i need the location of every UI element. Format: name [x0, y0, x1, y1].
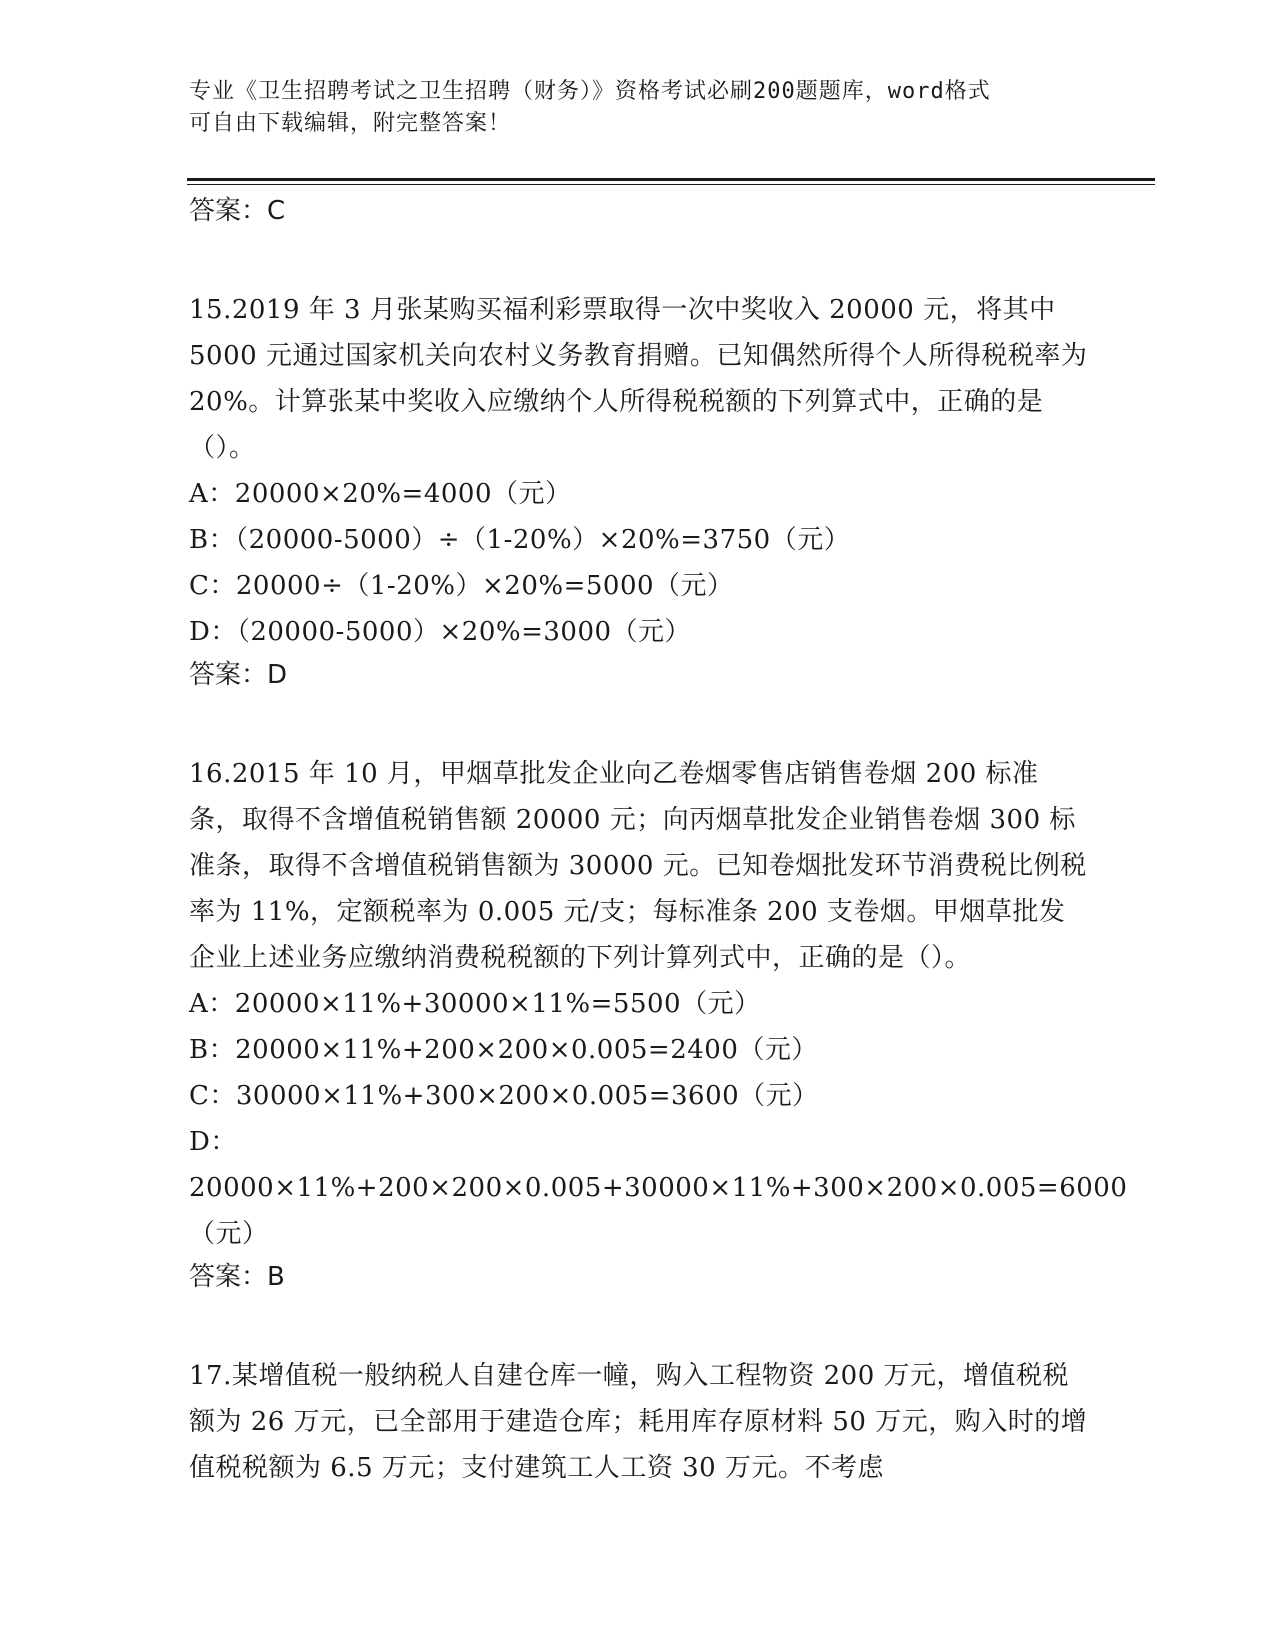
question-17 [189, 1353, 1089, 1491]
question-16-answer: 答案：B [189, 1262, 285, 1292]
question-15-stem: 15.2019 年 3 月张某购买福利彩票取得一次中奖收入 20000 元，将其中 5000 元通过国家机关向农村义务教育捐赠。已知偶然所得个人所得税税率为 20%。计算张某中奖收入应缴纳个人所得税税额的下列算式中，正确的是（）。 [189, 295, 1088, 463]
header-divider-thin [187, 184, 1155, 185]
question-16-option-a: A：20000×11%+30000×11%=5500（元） [189, 989, 761, 1019]
answer-prev: 答案：C [189, 196, 286, 226]
question-15-option-d: D：（20000-5000）×20%=3000（元） [189, 617, 692, 647]
question-16-option-b: B：20000×11%+200×200×0.005=2400（元） [189, 1035, 818, 1065]
question-16-stem: 16.2015 年 10 月，甲烟草批发企业向乙卷烟零售店销售卷烟 200 标准条，取得不含增值税销售额 20000 元；向丙烟草批发企业销售卷烟 300 标准条，取得不含增值税销售额为 30000 元。已知卷烟批发环节消费税比例税率为 11%，定额税率为 0.005 元/支；每标准条 200 支卷烟。甲烟草批发企业上述业务应缴纳消费税税额的下列计算列式中，正确的是（）。 [189, 759, 1087, 973]
document-header [189, 76, 1089, 140]
question-17-stem: 17.某增值税一般纳税人自建仓库一幢，购入工程物资 200 万元，增值税税额为 26 万元，已全部用于建造仓库；耗用库存原材料 50 万元，购入时的增值税税额为 6.5 万元；支付建筑工人工资 30 万元。不考虑 [189, 1361, 1088, 1483]
document-body [189, 191, 1128, 1491]
question-15 [189, 287, 1089, 695]
spacer [189, 1297, 1089, 1353]
question-15-option-c: C：20000÷（1-20%）×20%=5000（元） [189, 571, 734, 601]
question-15-answer: 答案：D [189, 660, 288, 690]
header-divider-thick [187, 178, 1155, 181]
question-16-option-d: D：20000×11%+200×200×0.005+30000×11%+300×200×0.005=6000（元） [189, 1127, 1128, 1249]
question-15-option-b: B：（20000-5000）÷（1-20%）×20%=3750（元） [189, 525, 851, 555]
spacer [189, 231, 1089, 287]
header-line-1: 专业《卫生招聘考试之卫生招聘（财务）》资格考试必刷200题题库，word格式 [189, 79, 991, 104]
question-16 [189, 751, 1128, 1297]
header-line-2: 可自由下载编辑，附完整答案！ [189, 111, 512, 136]
question-16-option-c: C：30000×11%+300×200×0.005=3600（元） [189, 1081, 819, 1111]
question-15-option-a: A：20000×20%=4000（元） [189, 479, 572, 509]
spacer [189, 695, 1089, 751]
